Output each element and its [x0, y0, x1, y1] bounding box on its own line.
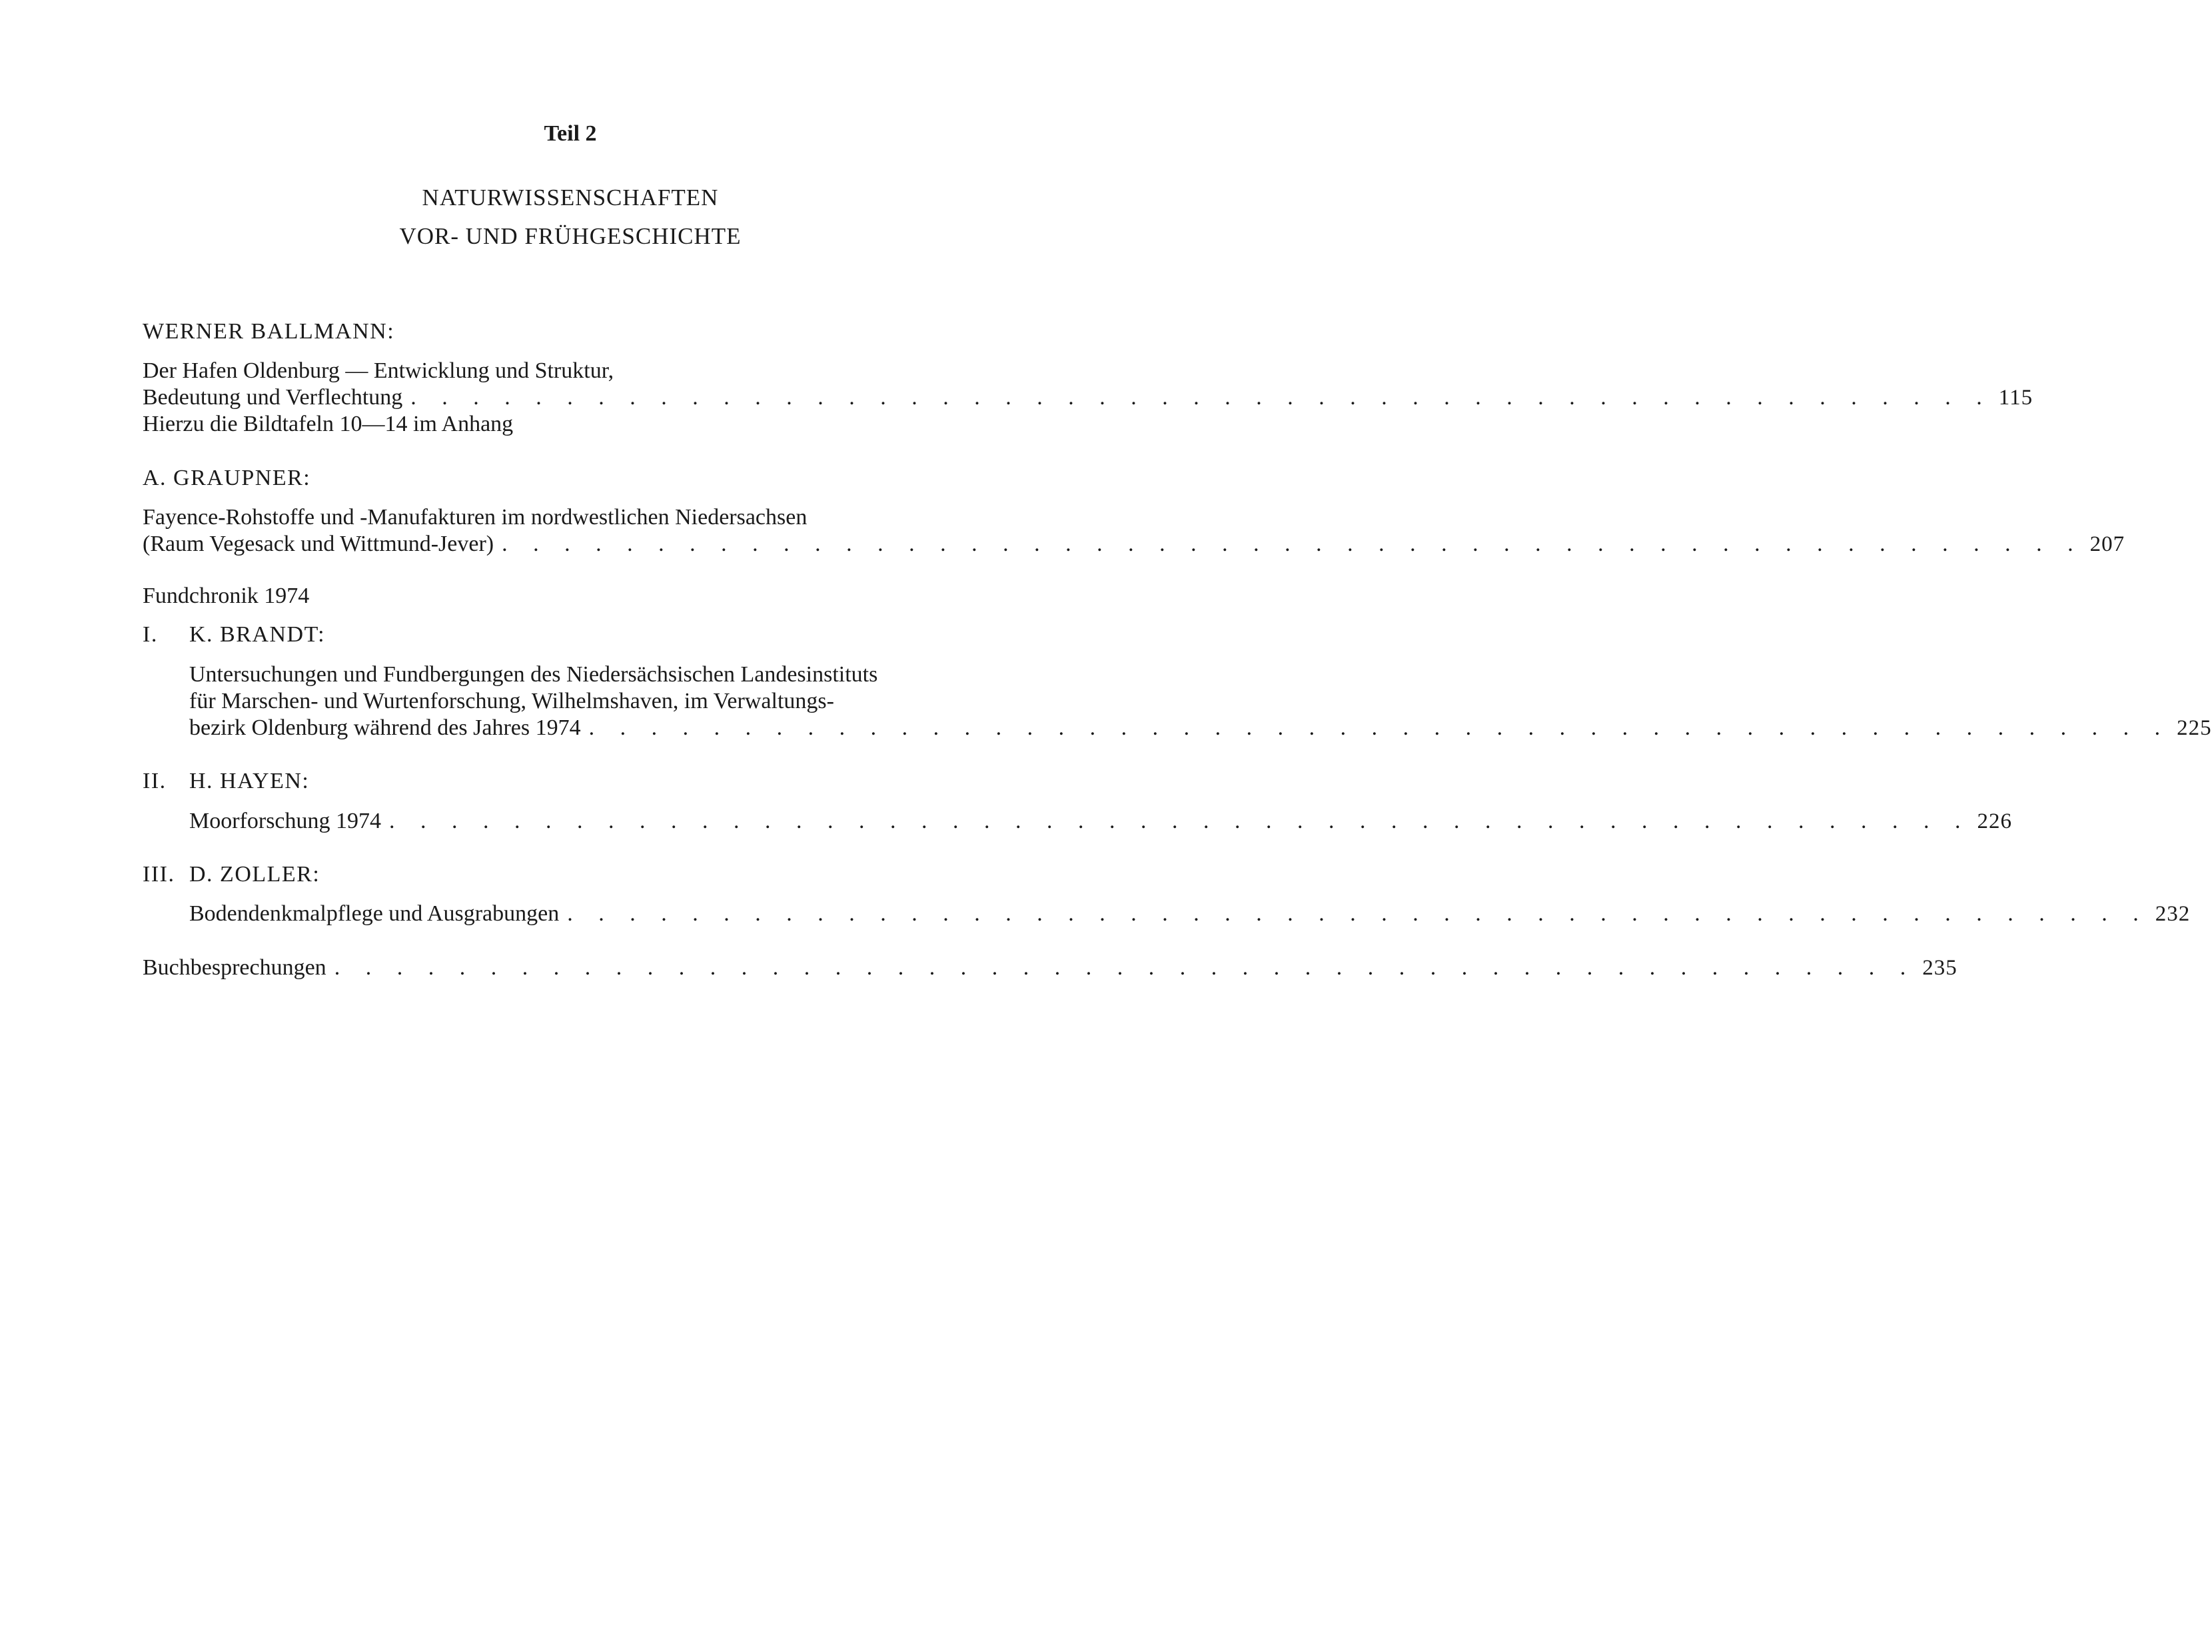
entry-title-brandt-line2: für Marschen- und Wurtenforschung, Wilhelmshaven, im Verwaltungs- — [189, 689, 834, 713]
dot-leader: . . . . . . . . . . . . . . . . . . . . . . . . . . . . . . . . . . . . . . . . . . . . . . . . . . . — [567, 901, 2149, 926]
page-number: 235 — [1922, 956, 1957, 980]
fundchronik-heading: Fundchronik 1974 — [143, 584, 310, 608]
toc-row-graupner[interactable] — [143, 531, 2125, 558]
entry-title-ballmann-line2: Bedeutung und Verflechtung — [143, 385, 403, 410]
entry-author-zoller: D. ZOLLER: — [189, 862, 320, 887]
toc-row-ballmann[interactable] — [143, 384, 2033, 411]
dot-leader: . . . . . . . . . . . . . . . . . . . . . . . . . . . . . . . . . . . . . . . . . . . . . . . . . . . — [334, 955, 1916, 980]
entry-title-ballmann-line1: Der Hafen Oldenburg — Entwicklung und Struktur, — [143, 358, 614, 383]
section-numeral-2: II. — [143, 769, 167, 793]
page-number: 232 — [2155, 902, 2191, 926]
page-number: 226 — [1977, 809, 2013, 833]
toc-row-book-reviews[interactable] — [143, 955, 1957, 981]
dot-leader: . . . . . . . . . . . . . . . . . . . . . . . . . . . . . . . . . . . . . . . . . . . . . . . . . . . — [502, 532, 2083, 556]
dot-leader: . . . . . . . . . . . . . . . . . . . . . . . . . . . . . . . . . . . . . . . . . . . . . . . . . . . — [588, 715, 2171, 740]
entry-title-book-reviews: Buchbesprechungen — [143, 955, 326, 980]
page-number: 225 — [2177, 716, 2212, 740]
entry-title-graupner-line1: Fayence-Rohstoffe und -Manufakturen im nordwestlichen Niedersachsen — [143, 505, 808, 530]
entry-author-ballmann: WERNER BALLMANN: — [143, 319, 395, 344]
entry-title-graupner-line2: (Raum Vegesack und Wittmund-Jever) — [143, 532, 494, 556]
section-numeral-3: III. — [143, 862, 175, 887]
section-heading-prehistory: VOR- UND FRÜHGESCHICHTE — [399, 223, 742, 249]
entry-author-brandt: K. BRANDT: — [189, 622, 326, 647]
entry-note-ballmann: Hierzu die Bildtafeln 10—14 im Anhang — [143, 412, 514, 436]
entry-title-brandt-line3: bezirk Oldenburg während des Jahres 1974 — [189, 715, 581, 740]
part-heading: Teil 2 — [544, 121, 597, 146]
entry-title-zoller: Bodendenkmalpflege und Ausgrabungen — [189, 901, 560, 926]
entry-title-hayen: Moorforschung 1974 — [189, 809, 382, 833]
entry-author-hayen: H. HAYEN: — [189, 769, 310, 793]
toc-row-brandt[interactable] — [189, 715, 2212, 741]
page-number: 207 — [2089, 532, 2125, 556]
toc-row-hayen[interactable] — [189, 808, 2013, 835]
toc-row-zoller[interactable] — [189, 901, 2191, 927]
entry-title-brandt-line1: Untersuchungen und Fundbergungen des Niedersächsischen Landesinstituts — [189, 662, 878, 687]
entry-author-graupner: A. GRAUPNER: — [143, 466, 311, 490]
page-number: 115 — [1998, 386, 2033, 410]
dot-leader: . . . . . . . . . . . . . . . . . . . . . . . . . . . . . . . . . . . . . . . . . . . . . . . . . . . — [410, 385, 1992, 410]
section-numeral-1: I. — [143, 622, 158, 647]
dot-leader: . . . . . . . . . . . . . . . . . . . . . . . . . . . . . . . . . . . . . . . . . . . . . . . . . . . — [389, 809, 1971, 833]
section-heading-natural-sciences: NATURWISSENSCHAFTEN — [422, 185, 719, 210]
